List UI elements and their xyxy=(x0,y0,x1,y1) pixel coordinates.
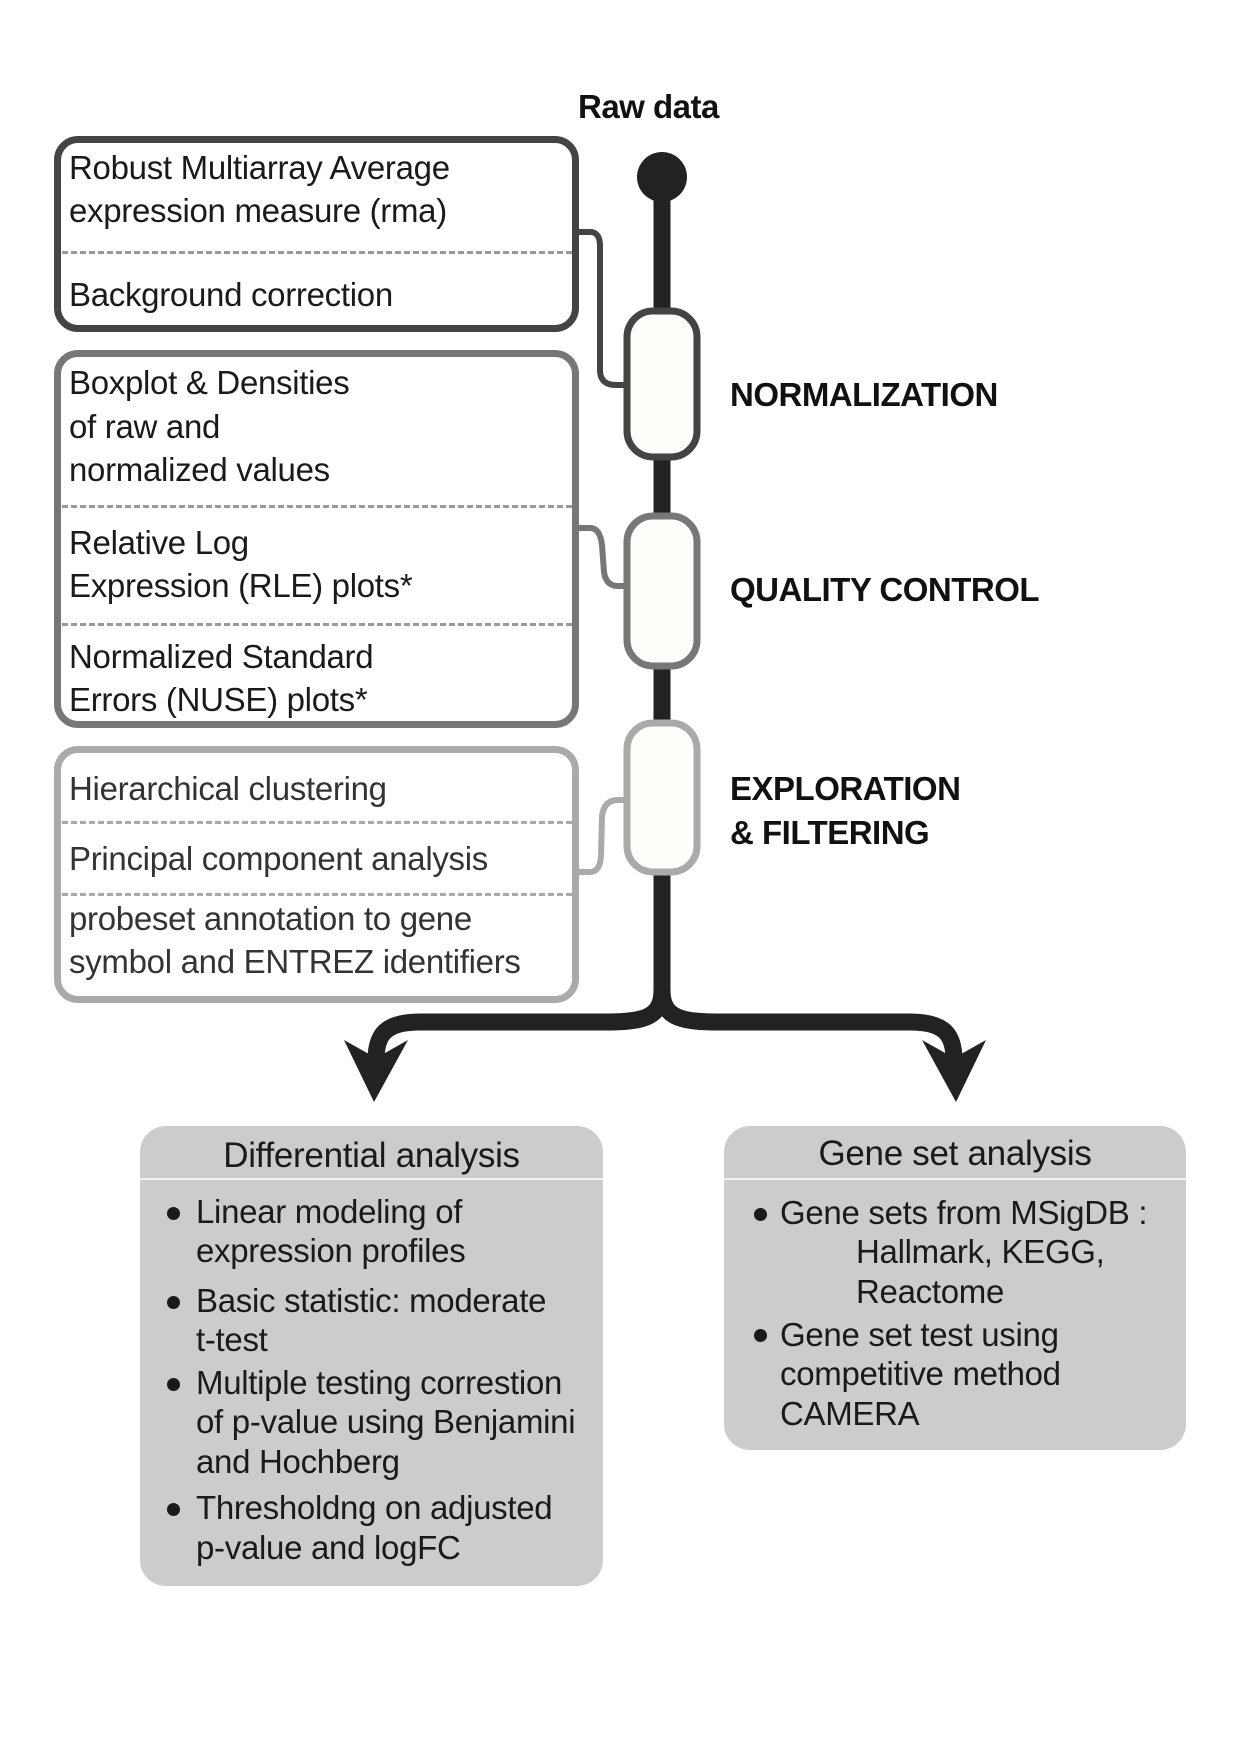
bullet-icon xyxy=(754,1329,767,1342)
differential-line: p-value and logFC xyxy=(196,1529,461,1566)
bullet-icon xyxy=(167,1207,180,1220)
differential-line: expression profiles xyxy=(196,1232,466,1269)
stage-label-normalization: NORMALIZATION xyxy=(730,376,998,413)
differential-line: Multiple testing correstion xyxy=(196,1364,563,1401)
qc-item: Normalized Standard xyxy=(69,638,374,675)
qc-item: Relative Log xyxy=(69,524,249,561)
stage-label-filtering: & FILTERING xyxy=(730,814,930,851)
differential-line: Basic statistic: moderate xyxy=(196,1282,547,1319)
start-dot xyxy=(637,152,687,202)
connector-normalization xyxy=(579,232,626,385)
normalization-item: expression measure (rma) xyxy=(69,192,447,229)
divider xyxy=(62,821,572,824)
divider xyxy=(62,251,572,254)
differential-analysis-title: Differential analysis xyxy=(223,1136,520,1175)
exploration-item: Principal component analysis xyxy=(69,840,488,877)
capsule-normalization xyxy=(627,311,697,457)
qc-item: Boxplot & Densities xyxy=(69,364,350,401)
divider xyxy=(62,505,572,508)
exploration-item: symbol and ENTREZ identifiers xyxy=(69,943,521,980)
exploration-item: Hierarchical clustering xyxy=(69,770,387,807)
differential-line: of p-value using Benjamini xyxy=(196,1403,576,1440)
fork-right xyxy=(662,990,954,1060)
qc-item: normalized values xyxy=(69,451,330,488)
qc-item: Expression (RLE) plots* xyxy=(69,567,413,604)
panel-divider xyxy=(140,1178,603,1180)
gene-set-line: competitive method xyxy=(780,1355,1061,1392)
differential-line: Thresholdng on adjusted xyxy=(196,1489,553,1526)
normalization-item: Robust Multiarray Average xyxy=(69,149,450,186)
differential-line: Linear modeling of xyxy=(196,1193,463,1230)
connector-quality-control xyxy=(579,528,626,586)
capsule-exploration xyxy=(627,723,697,872)
bullet-icon xyxy=(167,1378,180,1391)
gene-set-line: Gene set test using xyxy=(780,1316,1059,1353)
bullet-icon xyxy=(167,1296,180,1309)
stage-label-exploration: EXPLORATION xyxy=(730,770,961,807)
gene-set-line: Hallmark, KEGG, xyxy=(856,1233,1105,1270)
normalization-item: Background correction xyxy=(69,276,393,313)
connector-exploration xyxy=(579,800,626,872)
bullet-icon xyxy=(167,1503,180,1516)
exploration-item: probeset annotation to gene xyxy=(69,900,472,937)
gene-set-line: Gene sets from MSigDB : xyxy=(780,1194,1148,1231)
differential-line: and Hochberg xyxy=(196,1443,400,1480)
stage-label-quality-control: QUALITY CONTROL xyxy=(730,571,1040,608)
raw-data-label: Raw data xyxy=(578,88,719,125)
divider xyxy=(62,623,572,626)
divider xyxy=(62,893,572,896)
qc-item: of raw and xyxy=(69,408,221,445)
qc-item: Errors (NUSE) plots* xyxy=(69,681,368,718)
capsule-quality-control xyxy=(627,516,697,666)
gene-set-analysis-title: Gene set analysis xyxy=(818,1134,1092,1173)
panel-divider xyxy=(724,1178,1186,1180)
bullet-icon xyxy=(754,1208,767,1221)
differential-line: t-test xyxy=(196,1321,268,1358)
gene-set-line: CAMERA xyxy=(780,1395,920,1432)
gene-set-line: Reactome xyxy=(856,1273,1005,1310)
